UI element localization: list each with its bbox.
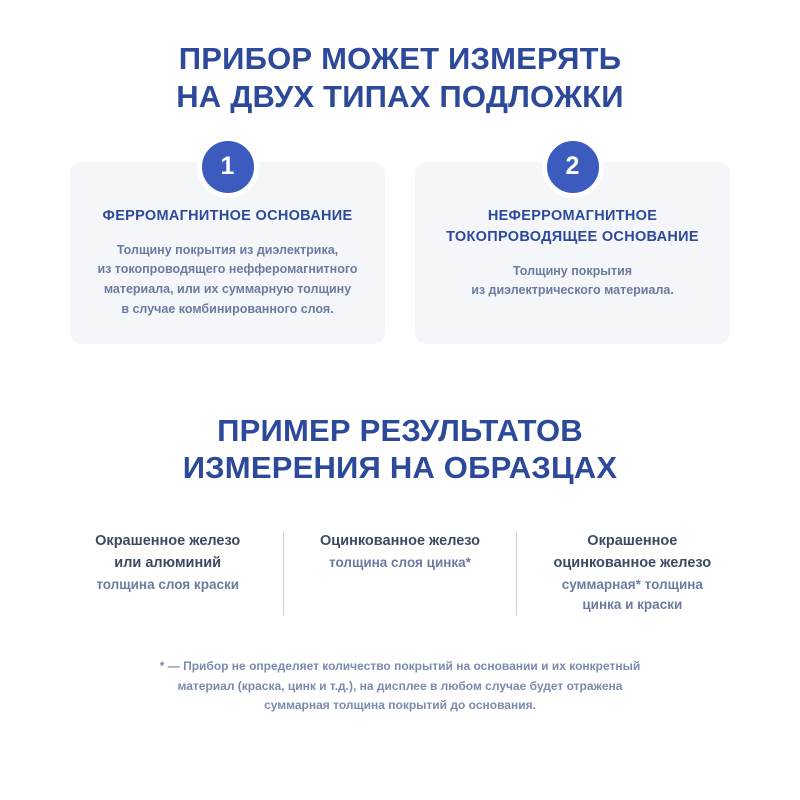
example-sub-line: цинка и краски xyxy=(582,597,683,613)
example-column-3-head xyxy=(531,531,734,575)
section-title-line-1: ПРИМЕР РЕЗУЛЬТАТОВ xyxy=(217,412,583,448)
page-title-line-1: ПРИБОР МОЖЕТ ИЗМЕРЯТЬ xyxy=(178,41,622,76)
example-head-line: Оцинкованное железо xyxy=(320,533,480,550)
page-title xyxy=(80,0,720,116)
card-text-line: из токопроводящего нефферомагнитного xyxy=(97,262,358,277)
page-title-line-2: НА ДВУХ ТИПАХ ПОДЛОЖКИ xyxy=(176,78,624,114)
example-column-1-sub xyxy=(66,575,269,595)
card-text-line: Толщину покрытия xyxy=(512,263,633,278)
section-title xyxy=(50,412,750,488)
card-title-1 xyxy=(96,206,359,227)
card-title-line: ТОКОПРОВОДЯЩЕЕ xyxy=(446,228,598,245)
example-head-line: оцинкованное железо xyxy=(553,555,712,572)
example-column-3-sub xyxy=(531,575,734,616)
card-badge-2: 2 xyxy=(542,136,604,198)
example-column-1 xyxy=(52,531,283,615)
card-title-line: НЕФЕРРОМАГНИТНОЕ xyxy=(487,207,658,224)
example-column-3 xyxy=(516,531,748,615)
example-head-line: или алюминий xyxy=(114,555,222,572)
footnote-line-2: материал (краска, цинк и т.д.), на дисплее в любом случае будет отражена xyxy=(177,678,623,693)
example-column-2-sub xyxy=(298,553,501,573)
card-text-1 xyxy=(96,241,359,320)
examples-columns xyxy=(0,531,800,615)
example-sub-line: суммарная* толщина xyxy=(561,576,703,592)
substrate-card-1 xyxy=(70,152,385,344)
section-title-line-2: ИЗМЕРЕНИЯ НА ОБРАЗЦАХ xyxy=(182,450,618,486)
footnote-line-1: * — Прибор не определяет количество покрытий на основании и их конкретный xyxy=(159,659,641,674)
card-title-line: ОСНОВАНИЕ xyxy=(255,207,353,224)
example-head-line: Окрашенное xyxy=(587,533,678,550)
card-badge-1: 1 xyxy=(197,136,259,198)
example-head-line: Окрашенное железо xyxy=(95,533,241,550)
card-text-line: Толщину покрытия из диэлектрика, xyxy=(116,242,339,257)
footnote-line-3: суммарная толщина покрытий до основания. xyxy=(264,698,536,713)
card-text-line: из диэлектрического материала. xyxy=(471,283,674,298)
example-sub-line: толщина слоя краски xyxy=(96,576,240,592)
example-sub-line: толщина слоя цинка* xyxy=(329,555,471,571)
card-text-line: материала, или их суммарную толщину xyxy=(103,282,352,297)
example-column-1-head xyxy=(66,531,269,575)
card-title-2 xyxy=(441,206,704,248)
card-text-line: в случае комбинированного слоя. xyxy=(121,301,334,316)
card-text-2 xyxy=(441,262,704,302)
substrate-cards xyxy=(0,152,800,344)
example-column-2-head xyxy=(298,531,501,553)
card-title-line: ФЕРРОМАГНИТНОЕ xyxy=(102,207,252,224)
substrate-card-2 xyxy=(415,152,730,344)
card-title-line: ОСНОВАНИЕ xyxy=(601,228,699,245)
footnote xyxy=(90,657,710,715)
example-column-2 xyxy=(283,531,515,615)
